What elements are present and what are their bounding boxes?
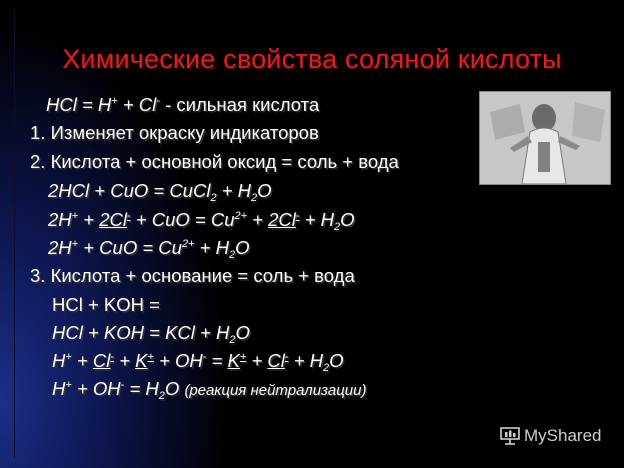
formula: + [247, 209, 269, 230]
formula: + H [299, 209, 335, 230]
spectator-ion: K [135, 350, 148, 371]
index: 2 [323, 362, 330, 374]
equation-molecular-cuo [48, 180, 272, 204]
formula: + H [288, 350, 324, 371]
formula: O [257, 180, 272, 201]
formula: + CuO = Cu [78, 237, 182, 258]
equation-ionic-short-cuo [48, 237, 249, 261]
property-3: 3. Кислота + основание = соль + вода [30, 265, 355, 286]
formula: + [114, 350, 136, 371]
formula: + H [194, 237, 229, 258]
charge: - [295, 210, 300, 222]
equation-ionic-full-cuo [48, 209, 355, 233]
charge: - [126, 210, 131, 222]
charge: - [202, 351, 207, 363]
formula: = H [124, 378, 159, 399]
formula: O [235, 237, 250, 258]
property-2: 2. Кислота + основной оксид = соль + вода [30, 151, 399, 172]
line-hcl-dissociation [46, 94, 319, 116]
charge: + [71, 238, 79, 250]
index: 2 [228, 249, 236, 261]
charge: 2+ [234, 210, 248, 222]
formula: H [52, 378, 66, 399]
equation-molecular-koh [52, 322, 250, 346]
slide-title: Химические свойства соляной кислоты [62, 44, 562, 74]
property-1: 1. Изменяет окраску индикаторов [30, 122, 319, 143]
description: - сильная кислота [159, 94, 320, 115]
charge: - [120, 379, 125, 391]
charge: + [111, 95, 118, 107]
formula: HCl + KOH = KCl + H [52, 322, 230, 343]
presentation-icon [500, 427, 520, 445]
formula: + [246, 350, 268, 371]
spectator-ion: 2Cl [99, 209, 127, 230]
charge: - [156, 95, 160, 107]
formula: + Cl [117, 94, 157, 115]
charge: 2+ [181, 238, 195, 250]
formula: + H [216, 180, 252, 201]
index: 2 [334, 221, 341, 233]
index: 2 [251, 192, 258, 204]
formula: + CuO = Cu [130, 209, 235, 230]
spectator-ion: K [227, 350, 240, 371]
charge: + [65, 351, 72, 363]
formula: H [52, 350, 66, 371]
index: 2 [158, 390, 165, 402]
charge: - [284, 351, 289, 363]
charge: - [110, 351, 115, 363]
formula: 2H [48, 209, 72, 230]
formula: + [71, 350, 93, 371]
formula: 2HCl + CuO = CuCl [48, 180, 211, 201]
spectator-ion: Cl [92, 350, 111, 371]
scientist-photo [479, 91, 611, 185]
formula: O [235, 322, 250, 343]
formula: O [329, 350, 344, 371]
formula: HCl = H [46, 94, 112, 115]
formula: O [164, 378, 185, 399]
formula: O [340, 209, 355, 230]
formula: + OH [153, 350, 203, 371]
equation-koh-start: HCl + KOH = [52, 294, 160, 315]
charge: + [71, 210, 79, 222]
formula: + OH [71, 378, 121, 399]
charge: + [147, 351, 154, 363]
equation-neutralization [52, 378, 366, 402]
formula: = [206, 350, 228, 371]
index: 2 [229, 334, 236, 346]
watermark-text: MyShared [524, 426, 602, 445]
spectator-ion: 2Cl [268, 209, 296, 230]
charge: + [65, 379, 72, 391]
formula: + [78, 209, 100, 230]
spectator-ion: Cl [267, 350, 285, 371]
index: 2 [210, 192, 217, 204]
neutralization-note: (реакция нейтрализации) [184, 382, 367, 399]
charge: + [239, 351, 247, 363]
formula: 2H [48, 237, 72, 258]
equation-ionic-full-koh [52, 350, 344, 374]
myshared-watermark [500, 426, 601, 446]
